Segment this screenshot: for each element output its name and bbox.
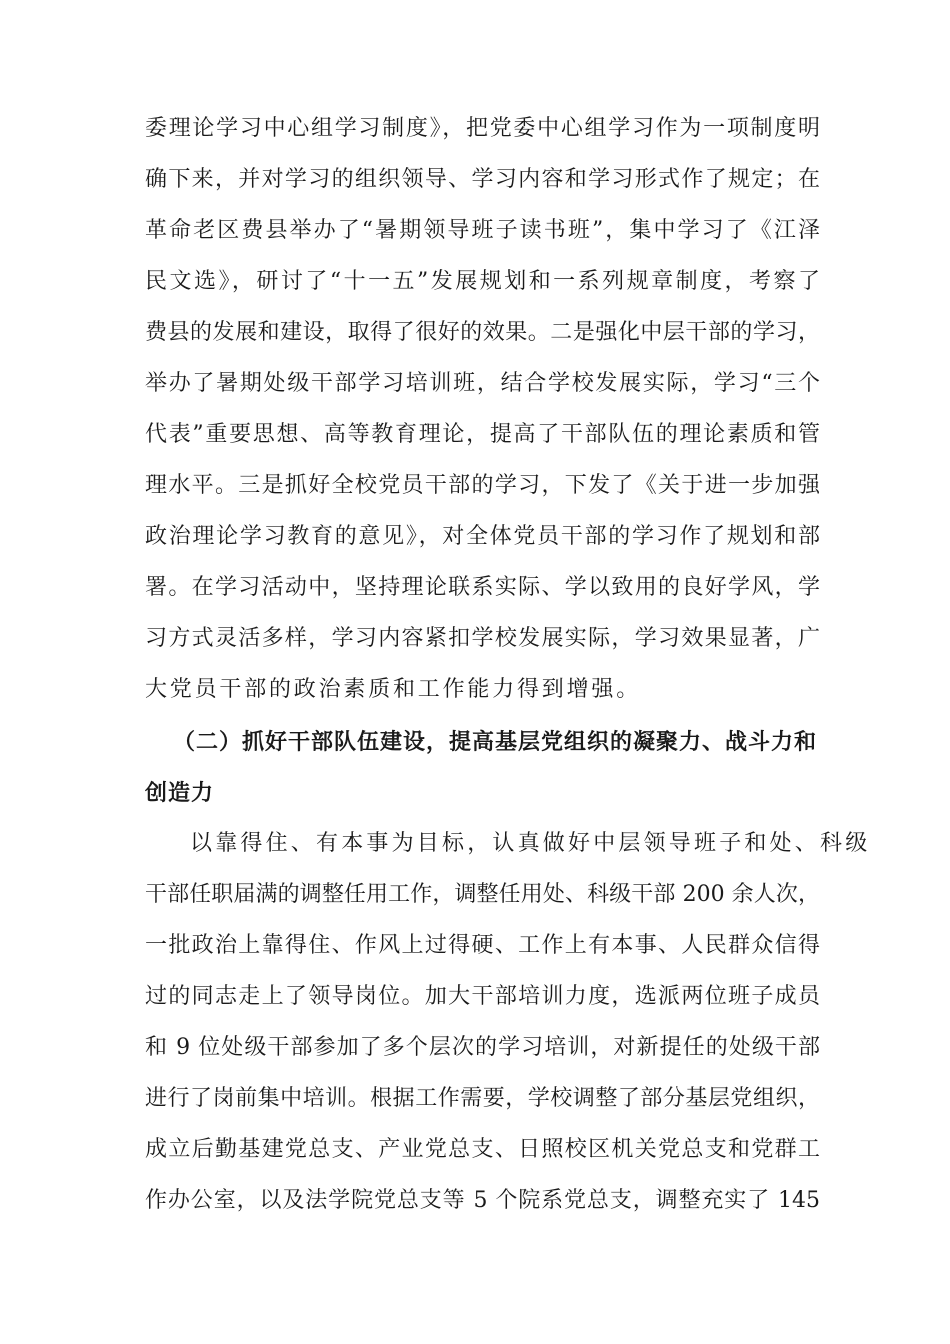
paragraph-line: 确下来，并对学习的组织领导、学习内容和学习形式作了规定；在 [145, 167, 820, 192]
paragraph-line: 政治理论学习教育的意见》，对全体党员干部的学习作了规划和部 [145, 524, 820, 549]
section-heading: （二）抓好干部队伍建设，提高基层党组织的凝聚力、战斗力和 [173, 729, 818, 755]
section-heading: 创造力 [145, 780, 215, 806]
paragraph-line: 理水平。三是抓好全校党员干部的学习，下发了《关于进一步加强 [145, 473, 820, 498]
paragraph-line: 成立后勤基建党总支、产业党总支、日照校区机关党总支和党群工 [145, 1137, 820, 1162]
paragraph-line: 代表”重要思想、高等教育理论，提高了干部队伍的理论素质和管 [145, 422, 820, 447]
paragraph-line: 过的同志走上了领导岗位。加大干部培训力度，选派两位班子成员 [145, 984, 820, 1009]
paragraph-line: 革命老区费县举办了“暑期领导班子读书班”，集中学习了《江泽 [145, 218, 820, 243]
paragraph-line: 以靠得住、有本事为目标，认真做好中层领导班子和处、科级 [190, 831, 871, 856]
paragraph-line: 一批政治上靠得住、作风上过得硬、工作上有本事、人民群众信得 [145, 933, 820, 958]
paragraph-line: 委理论学习中心组学习制度》，把党委中心组学习作为一项制度明 [145, 116, 820, 141]
paragraph-line: 进行了岗前集中培训。根据工作需要，学校调整了部分基层党组织， [145, 1086, 820, 1111]
paragraph-line: 民文选》，研讨了“十一五”发展规划和一系列规章制度，考察了 [145, 269, 820, 294]
paragraph-line: 习方式灵活多样，学习内容紧扣学校发展实际，学习效果显著，广 [145, 626, 820, 651]
paragraph-line: 干部任职届满的调整任用工作，调整任用处、科级干部 200 余人次， [145, 882, 820, 907]
paragraph-line: 和 9 位处级干部参加了多个层次的学习培训，对新提任的处级干部 [145, 1035, 820, 1060]
paragraph-line: 作办公室，以及法学院党总支等 5 个院系党总支，调整充实了 145 [145, 1188, 820, 1213]
paragraph-line: 举办了暑期处级干部学习培训班，结合学校发展实际，学习“三个 [145, 371, 820, 396]
paragraph-line: 署。在学习活动中，坚持理论联系实际、学以致用的良好学风，学 [145, 575, 820, 600]
paragraph-line: 大党员干部的政治素质和工作能力得到增强。 [145, 677, 642, 702]
paragraph-line: 费县的发展和建设，取得了很好的效果。二是强化中层干部的学习， [145, 320, 820, 345]
